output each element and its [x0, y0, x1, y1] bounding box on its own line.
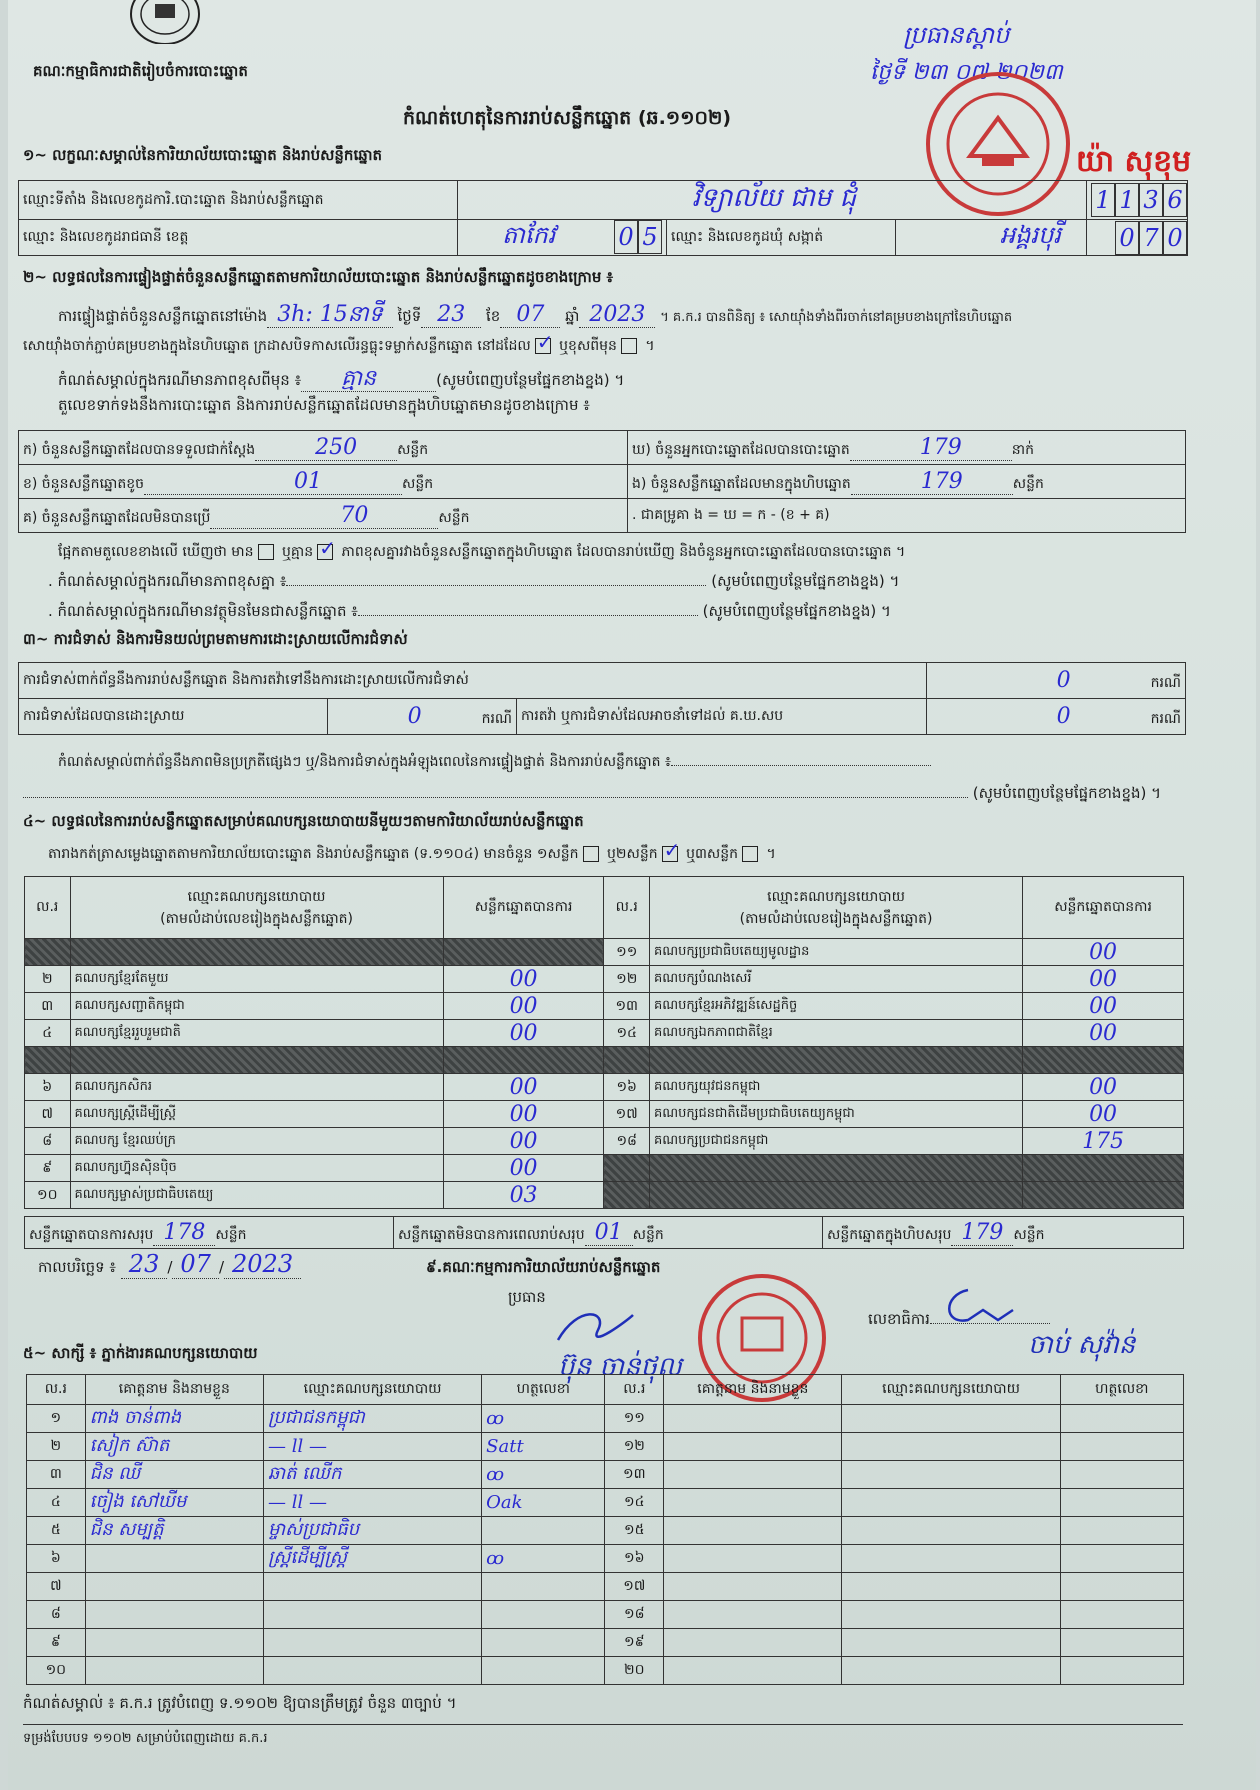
commune-label: ឈ្មោះ និងលេខកូដឃុំ សង្កាត់ [667, 220, 896, 256]
party-number: ២ [25, 966, 71, 993]
ballots-received-value: 250 [255, 435, 397, 461]
irregularities-note-line2: (សូមបំពេញបន្ថែមផ្នែកខាងខ្នង) ។ [23, 784, 1161, 806]
table-row [27, 1545, 1184, 1573]
party-name: គណបក្សខ្មែរតែមួយ [70, 966, 443, 993]
table-row [27, 1601, 1184, 1629]
witness-number: ១៨ [605, 1601, 664, 1629]
party-number: ១៨ [604, 1128, 650, 1155]
table-row [25, 1074, 1184, 1101]
party-votes: 03 [509, 1182, 538, 1208]
chair-label: ប្រធាន [508, 1288, 546, 1306]
section-1-heading: ១~ លក្ខណៈសម្គាល់នៃការិយាល័យបោះឆ្នោត និងរាប់សន្លឹកឆ្នោត [23, 146, 383, 164]
empty-cell [1060, 1629, 1183, 1657]
empty-cell [664, 1545, 842, 1573]
province-label: ឈ្មោះ និងលេខកូដរាជធានី ខេត្ត [19, 220, 458, 256]
empty-cell [664, 1629, 842, 1657]
table-row [27, 1657, 1184, 1685]
shaded-cell [604, 1047, 650, 1074]
resolved-value: 0 [407, 703, 422, 729]
difference-note-value: គ្មាន [301, 366, 436, 392]
station-name-label: ឈ្មោះទីតាំង និងលេខកូដការិ.បោះឆ្នោត និងរាប់សន្លឹកឆ្នោត [19, 181, 458, 220]
witness-number: ៤ [27, 1489, 86, 1517]
shaded-cell [443, 939, 604, 966]
shaded-cell [1023, 1155, 1184, 1182]
party-votes: 00 [509, 1074, 538, 1100]
party-number: ១២ [604, 966, 650, 993]
verification-day: 23 [421, 302, 481, 328]
table-row [27, 1489, 1184, 1517]
witness-sig: ꝏ [486, 1408, 505, 1429]
party-number: ១៦ [604, 1074, 650, 1101]
table-row [25, 966, 1184, 993]
party-name: គណបក្ស ខ្មែរឈប់ក្រ [70, 1128, 443, 1155]
form-reference: ទម្រង់បែបបទ ១១០២ សម្រាប់បំពេញដោយ គ.ក.រ [23, 1731, 268, 1746]
shaded-cell [1023, 1182, 1184, 1209]
party-number: ១៣ [604, 993, 650, 1020]
ballot-figures-intro: តួលេខទាក់ទងនឹងការបោះឆ្នោត និងការរាប់សន្លឹកឆ្នោតដែលមានក្នុងហិបឆ្នោតមានដូចខាងក្រោម ៖ [58, 396, 590, 414]
witness-name: ជិន សម្បត្តិ [89, 1519, 164, 1540]
empty-cell [842, 1601, 1060, 1629]
verification-month: 07 [500, 302, 560, 328]
tally-sheet-line: តារាងកត់ត្រាសម្លេងឆ្នោតតាមការិយាល័យបោះឆ្នោត និងរាប់សន្លឹកឆ្នោត (ទ.១១០៤) មានចំនួន ១សន្លឹក ឬ២សន្លឹក✓ ឬ៣សន្លឹក ។ [48, 844, 776, 865]
empty-cell [664, 1573, 842, 1601]
party-votes: 00 [1089, 993, 1118, 1019]
empty-cell [664, 1601, 842, 1629]
ballots-received-label: ក) ចំនួនសន្លឹកឆ្នោតដែលបានទទួលជាក់ស្តែង [23, 441, 256, 458]
party-name: គណបក្សម្ចាស់ប្រជាធិបតេយ្យ [70, 1182, 443, 1209]
shaded-cell [604, 1182, 650, 1209]
hw-official-name: យ៉ា សុខុម [1076, 144, 1192, 179]
station-code: 1 1 3 6 [1087, 181, 1188, 220]
witness-party: ស្ត្រីដើម្បីស្ត្រី [268, 1547, 347, 1568]
shaded-cell [1023, 1047, 1184, 1074]
counting-committee: ៩.គណៈកម្មការការិយាល័យរាប់សន្លឹកឆ្នោត [426, 1258, 661, 1276]
spoiled-ballots-value: 01 [144, 469, 402, 495]
witness-sig: Oak [486, 1492, 523, 1513]
empty-cell [1060, 1657, 1183, 1685]
table-row [25, 1020, 1184, 1047]
polling-station-id-table: ឈ្មោះទីតាំង និងលេខកូដការិ.បោះឆ្នោត និងរាប់សន្លឹកឆ្នោត វិទ្យាល័យ ជាម ជុំ 1 1 3 6 ឈ្មោះ និងលេខកូដរាជធានី ខេត្ត តាកែវ 0 5 ឈ្មោះ និងលេខកូដឃុំ សង្កាត់ អង្គរបុរី 0 7 0 [18, 180, 1188, 256]
party-name: គណបក្សឯកភាពជាតិខ្មែរ [649, 1020, 1022, 1047]
witness-number: ៥ [27, 1517, 86, 1545]
spoiled-ballots-label: ខ) ចំនួនសន្លឹកឆ្នោតខូច [23, 475, 144, 492]
verification-year: 2023 [579, 302, 655, 328]
section-4-heading: ៤~ លទ្ធផលនៃការរាប់សន្លឹកឆ្នោតសម្រាប់គណបក្សនយោបាយនីមួយៗតាមការិយាល័យរាប់សន្លឹកឆ្នោត [23, 812, 584, 830]
nec-logo [128, 0, 202, 44]
witness-number: ១៤ [605, 1489, 664, 1517]
witness-number: ៨ [27, 1601, 86, 1629]
difference-note-line: កំណត់សម្គាល់ក្នុងករណីមានភាពខុសពីមុន ៖ គ្មាន (សូមបំពេញបន្ថែមផ្នែកខាងខ្នង) ។ [58, 366, 625, 391]
party-name: គណបក្សប្រជាធិបតេយ្យមូលដ្ឋាន [649, 939, 1022, 966]
witness-name: សៀក ស៊ាត [89, 1435, 170, 1456]
total-invalid-value: 01 [585, 1220, 633, 1246]
section-5-heading: ៥~ សាក្សី ៖ ភ្នាក់ងារគណបក្សនយោបាយ [23, 1344, 258, 1362]
complaints-table: ការជំទាស់ពាក់ព័ន្ធនឹងការរាប់សន្លឹកឆ្នោត និងការតវ៉ាទៅនឹងការដោះស្រាយលើការជំទាស់ 0 ករណី ការជំទាស់ដែលបានដោះស្រាយ 0 ករណី ការតវ៉ា ឬការជំទាស់ដែលអាចនាំទៅដល់ គ.ឃ.សប 0 ករណី [18, 662, 1186, 735]
empty-cell [1060, 1405, 1183, 1433]
empty-cell [1060, 1601, 1183, 1629]
witness-number: ១០ [27, 1657, 86, 1685]
table-row [25, 1101, 1184, 1128]
verification-time: 3h: 15នាទី [267, 302, 392, 328]
witness-number: ៧ [27, 1573, 86, 1601]
witness-number: ១៧ [605, 1573, 664, 1601]
total-box-value: 179 [951, 1220, 1013, 1246]
party-name: គណបក្សខ្មែរអភិវឌ្ឍន៍សេដ្ឋកិច្ច [649, 993, 1022, 1020]
party-votes: 00 [1089, 1074, 1118, 1100]
secretary-signature [938, 1280, 1018, 1334]
empty-cell [664, 1657, 842, 1685]
secretary-name: ចាប់ សុវ៉ាន់ [1028, 1330, 1136, 1360]
verification-line: ការផ្ទៀងផ្ទាត់ចំនួនសន្លឹកឆ្នោតនៅម៉ោង 3h: 15នាទី ថ្ងៃទី 23 ខែ 07 ឆ្នាំ 2023 ។ គ.ក.រ បានពិនិត្យ ៖ សោយ៉ាំងទាំងពីរចាក់នៅគម្របខាងក្រៅនៃហិបឆ្នោត [58, 302, 1013, 327]
totals-row: សន្លឹកឆ្នោតបានការសរុប 178 សន្លឹក សន្លឹកឆ្នោតមិនបានការពេលរាប់សរុប 01 សន្លឹក សន្លឹកឆ្នោតក្នុងហិបសរុប 179 សន្លឹក [24, 1216, 1184, 1249]
witness-party: — ll — [268, 1492, 327, 1513]
empty-cell [842, 1489, 1060, 1517]
foreign-object-note: . កំណត់សម្គាល់ក្នុងករណីមានវត្ថុមិនមែនជាសន្លឹកឆ្នោត ៖ (សូមបំពេញបន្ថែមផ្នែកខាងខ្នង) ។ [48, 602, 891, 620]
party-number: ៧ [25, 1101, 71, 1128]
col-votes: សន្លឹកឆ្នោតបានការ [443, 877, 604, 939]
empty-cell [664, 1517, 842, 1545]
two-sheets-checkbox[interactable] [662, 846, 678, 862]
witness-number: ១១ [605, 1405, 664, 1433]
shaded-cell [649, 1155, 1022, 1182]
witness-number: ៦ [27, 1545, 86, 1573]
shaded-cell [70, 1047, 443, 1074]
empty-cell [1060, 1461, 1183, 1489]
table-row [27, 1405, 1184, 1433]
date-line: កាលបរិច្ឆេទ ៖ 23 / 07 / 2023 [38, 1250, 301, 1280]
party-name: គណបក្សបំណងសេរី [649, 966, 1022, 993]
table-row [27, 1433, 1184, 1461]
witness-number: ២ [27, 1433, 86, 1461]
party-votes: 00 [509, 1155, 538, 1181]
party-number: ១០ [25, 1182, 71, 1209]
party-votes: 00 [509, 1101, 538, 1127]
shaded-cell [25, 939, 71, 966]
seal-check-line: សោយ៉ាំងចាក់ភ្ជាប់គម្របខាងក្នុងនៃហិបឆ្នោត ក្រដាសបិទកាសលើរន្ធធ្លុះទម្លាក់សន្លឹកឆ្នោត នៅដដែល✓ ឬខុសពីមុន ។ [23, 336, 655, 357]
unused-ballots-value: 70 [210, 503, 438, 529]
province-value: តាកែវ [502, 221, 556, 249]
hw-approval-date: ថ្ងៃទី ២៣ ០៧ ២០២៣ [870, 60, 1063, 85]
document-page [8, 0, 1256, 1790]
discrepancy-note: . កំណត់សម្គាល់ក្នុងករណីមានភាពខុសគ្នា ៖ (សូមបំពេញបន្ថែមផ្នែកខាងខ្នង) ។ [48, 572, 900, 590]
empty-cell [664, 1433, 842, 1461]
empty-cell [1060, 1573, 1183, 1601]
complaints-label: ការជំទាស់ពាក់ព័ន្ធនឹងការរាប់សន្លឹកឆ្នោត និងការតវ៉ាទៅនឹងការដោះស្រាយលើការជំទាស់ [19, 663, 927, 699]
witness-sig: Satt [486, 1436, 524, 1457]
empty-cell [664, 1489, 842, 1517]
witness-name: ជិន ឈី [89, 1463, 141, 1484]
shaded-cell [443, 1047, 604, 1074]
witness-sig: ꝏ [486, 1548, 505, 1569]
chair-name: ប៊ុន ចាន់ថុល [558, 1352, 682, 1382]
discrepancy-no-checkbox[interactable] [317, 544, 333, 560]
witness-number: ១៩ [605, 1629, 664, 1657]
empty-cell [842, 1545, 1060, 1573]
party-votes: 00 [1089, 1020, 1118, 1046]
witness-name: ចៀង សៅឃីម [89, 1491, 187, 1512]
table-row [27, 1461, 1184, 1489]
table-row [25, 993, 1184, 1020]
witness-number: ៩ [27, 1629, 86, 1657]
party-votes: 00 [1089, 1101, 1118, 1127]
three-sheets-checkbox[interactable] [742, 846, 758, 862]
formula: . ជាគម្រូគា ង = ឃ = ក - (ខ + គ) [628, 499, 1186, 533]
witness-party: ម្ចាស់ប្រជាធិប [268, 1519, 360, 1540]
shaded-cell [604, 1155, 650, 1182]
table-row [25, 1182, 1184, 1209]
party-number: ១១ [604, 939, 650, 966]
empty-cell [842, 1657, 1060, 1685]
table-row [25, 939, 1184, 966]
total-valid-value: 178 [153, 1220, 215, 1246]
party-name: គណបក្សប្រជាជនកម្ពុជា [649, 1128, 1022, 1155]
ballots-in-box-value: 179 [851, 469, 1013, 495]
table-row [25, 1047, 1184, 1074]
appeals-value: 0 [1056, 703, 1071, 729]
empty-cell [664, 1461, 842, 1489]
party-number: ៩ [25, 1155, 71, 1182]
party-votes: 175 [1082, 1128, 1125, 1154]
witness-number: ២០ [605, 1657, 664, 1685]
empty-cell [842, 1461, 1060, 1489]
witness-number: ១៦ [605, 1545, 664, 1573]
table-row [25, 1128, 1184, 1155]
unused-ballots-label: គ) ចំនួនសន្លឹកឆ្នោតដែលមិនបានប្រើ [23, 509, 211, 526]
table-row [27, 1517, 1184, 1545]
appeals-label: ការតវ៉ា ឬការជំទាស់ដែលអាចនាំទៅដល់ គ.ឃ.សប [517, 699, 927, 735]
ballots-in-box-label: ង) ចំនួនសន្លឹកឆ្នោតដែលមានក្នុងហិបឆ្នោត [632, 475, 851, 492]
resolved-label: ការជំទាស់ដែលបានដោះស្រាយ [19, 699, 328, 735]
witness-party: ប្រជាជនកម្ពុជា [268, 1407, 365, 1428]
changed-checkbox[interactable] [621, 338, 637, 354]
witness-number: ៣ [27, 1461, 86, 1489]
empty-cell [1060, 1545, 1183, 1573]
party-votes: 00 [509, 1020, 538, 1046]
witness-number: ១៥ [605, 1517, 664, 1545]
empty-cell [664, 1405, 842, 1433]
party-number: ១៤ [604, 1020, 650, 1047]
ballot-figures-table: ក) ចំនួនសន្លឹកឆ្នោតដែលបានទទួលជាក់ស្តែង 250 សន្លឹក ឃ) ចំនួនអ្នកបោះឆ្នោតដែលបានបោះឆ្នោត 179 នាក់ ខ) ចំនួនសន្លឹកឆ្នោតខូច 01 សន្លឹក ង) ចំនួនសន្លឹកឆ្នោតដែលមានក្នុងហិបឆ្នោត 179 សន្លឹក គ) ចំនួនសន្លឹកឆ្នោតដែលមិនបានប្រើ 70 សន្លឹក . ជាគម្រូគា ង = ឃ = ក - (ខ + គ) [18, 430, 1186, 533]
witness-number: ១២ [605, 1433, 664, 1461]
party-votes: 00 [1089, 939, 1118, 965]
party-name: គណបក្សជនជាតិដើមប្រជាធិបតេយ្យកម្ពុជា [649, 1101, 1022, 1128]
section-2-heading: ២~ លទ្ធផលនៃការផ្ទៀងផ្ទាត់ចំនួនសន្លឹកឆ្នោតតាមការិយាល័យបោះឆ្នោត និងរាប់សន្លឹកឆ្នោតដូចខាងក្រោម ៖ [23, 268, 614, 286]
complaints-value: 0 [1056, 667, 1071, 693]
witness-party: ឆាត់ ឈើក [268, 1463, 342, 1484]
party-votes: 00 [509, 966, 538, 992]
party-name: គណបក្សខ្មែររួបរួមជាតិ [70, 1020, 443, 1047]
discrepancy-line: ផ្អែកតាមតួលេខខាងលើ ឃើញថា មាន ឬគ្មាន✓ ភាពខុសគ្នារវាងចំនួនសន្លឹកឆ្នោតក្នុងហិបឆ្នោត ដែលបានរាប់ឃើញ និងចំនួនអ្នកបោះឆ្នោតដែលបានបោះឆ្នោត ។ [58, 542, 905, 563]
irregularities-note: កំណត់សម្គាល់ពាក់ព័ន្ធនឹងភាពមិនប្រក្រតីផ្សេងៗ ឬ/និងការជំទាស់ក្នុងអំឡុងពេលនៃការផ្ទៀងផ្ទាត់ និងការរាប់សន្លឹកឆ្នោត ៖ [58, 752, 931, 773]
witness-name: ពាង ចាន់ពាង [89, 1407, 182, 1428]
empty-cell [842, 1629, 1060, 1657]
unchanged-checkbox[interactable] [535, 338, 551, 354]
discrepancy-yes-checkbox[interactable] [258, 544, 274, 560]
party-votes: 00 [509, 993, 538, 1019]
col-no: ល.រ [25, 877, 71, 939]
secretary-label: លេខាធិការ [868, 1310, 1050, 1332]
witness-table: ល.រ គោត្តនាម និងនាមខ្លួន ឈ្មោះគណបក្សនយោបាយ ហត្ថលេខា ល.រ គោត្តនាម និងនាមខ្លួន ឈ្មោះគណបក្សនយោបាយ ហត្ថលេខា ១ ពាង ចាន់ពាង ប្រជាជនកម្ពុជា ꝏ ១១ ២ សៀក ស៊ាត — ll — Satt ១២ ៣ ជិន ឈី ឆាត់ ឈើក ꝏ ១៣ ៤ ចៀង សៅឃីម — ll — Oak ១៤ ៥ ជិន សម្បត្តិ ម្ចាស់ប្រជាធិប ១៥ ៦ ស្ត្រីដើម្បីស្ត្រី ꝏ ១៦ ៧ ១៧ ៨ ១៨ ៩ ១៩ ១០ ២០ [26, 1374, 1184, 1685]
party-number: ៦ [25, 1074, 71, 1101]
witness-sig: ꝏ [486, 1464, 505, 1485]
party-votes: 00 [1089, 966, 1118, 992]
party-number: ៣ [25, 993, 71, 1020]
voters-label: ឃ) ចំនួនអ្នកបោះឆ្នោតដែលបានបោះឆ្នោត [632, 441, 850, 458]
party-name: គណបក្សស្ត្រីដើម្បីស្ត្រី [70, 1101, 443, 1128]
witness-number: ១៣ [605, 1461, 664, 1489]
party-results-table: ល.រ ឈ្មោះគណបក្សនយោបាយ (តាមលំដាប់លេខរៀងក្នុងសន្លឹកឆ្នោត) សន្លឹកឆ្នោតបានការ ល.រ ឈ្មោះគណបក្សនយោបាយ (តាមលំដាប់លេខរៀងក្នុងសន្លឹកឆ្នោត) សន្លឹកឆ្នោតបានការ ១១ គណបក្សប្រជាធិបតេយ្យមូលដ្ឋាន 00 ២ គណបក្សខ្មែរតែមួយ 00 ១២ គណបក្សបំណងសេរី 00 ៣ គណបក្សសញ្ជាតិកម្ពុជា 00 ១៣ គណបក្សខ្មែរអភិវឌ្ឍន៍សេដ្ឋកិច្ច 00 ៤ គណបក្សខ្មែររួបរួមជាតិ 00 ១៤ គណបក្សឯកភាពជាតិខ្មែរ 00 ៦ គណបក្សកសិករ 00 ១៦ គណបក្សយុវជនកម្ពុជា 00 ៧ គណបក្សស្ត្រីដើម្បីស្ត្រី 00 ១៧ គណបក្សជនជាតិដើមប្រជាធិបតេយ្យកម្ពុជា 00 ៨ គណបក្ស ខ្មែរឈប់ក្រ 00 ១៨ គណបក្សប្រជាជនកម្ពុជា 175 ៩ គណបក្សហ្វ៊ុនស៊ិនប៉ិច 00 ១០ គណបក្សម្ចាស់ប្រជាធិបតេយ្យ 03 [24, 876, 1184, 1209]
date-year: 2023 [224, 1250, 301, 1279]
shaded-cell [25, 1047, 71, 1074]
empty-cell [842, 1405, 1060, 1433]
party-votes: 00 [509, 1128, 538, 1154]
shaded-cell [70, 939, 443, 966]
empty-cell [842, 1433, 1060, 1461]
party-number: ១៧ [604, 1101, 650, 1128]
col-party: ឈ្មោះគណបក្សនយោបាយ (តាមលំដាប់លេខរៀងក្នុងសន្លឹកឆ្នោត) [70, 877, 443, 939]
section-3-heading: ៣~ ការជំទាស់ និងការមិនយល់ព្រមតាមការដោះស្រាយលើការជំទាស់ [23, 630, 408, 648]
voters-value: 179 [850, 435, 1012, 461]
witness-party: — ll — [268, 1436, 327, 1457]
party-number: ៨ [25, 1128, 71, 1155]
party-name: គណបក្សហ្វ៊ុនស៊ិនប៉ិច [70, 1155, 443, 1182]
date-day: 23 [121, 1250, 168, 1279]
one-sheet-checkbox[interactable] [583, 846, 599, 862]
empty-cell [1060, 1489, 1183, 1517]
party-name: គណបក្សកសិករ [70, 1074, 443, 1101]
table-row [27, 1629, 1184, 1657]
party-name: គណបក្សសញ្ជាតិកម្ពុជា [70, 993, 443, 1020]
chair-signature [548, 1300, 638, 1357]
form-title: កំណត់ហេតុនៃការរាប់សន្លឹកឆ្នោត (ឆ.១១០២) [403, 107, 732, 129]
footer-note: កំណត់សម្គាល់ ៖ គ.ក.រ ត្រូវបំពេញ ទ.១១០២ ឱ្យបានត្រឹមត្រូវ ចំនួន ៣ច្បាប់ ។ [23, 1694, 457, 1712]
table-row [25, 1155, 1184, 1182]
empty-cell [1060, 1433, 1183, 1461]
witness-number: ១ [27, 1405, 86, 1433]
party-name: គណបក្សយុវជនកម្ពុជា [649, 1074, 1022, 1101]
committee-name: គណៈកម្មាធិការជាតិរៀបចំការបោះឆ្នោត [33, 62, 248, 80]
commune-value: អង្គរបុរី [1000, 221, 1061, 249]
shaded-cell [649, 1047, 1022, 1074]
party-number: ៤ [25, 1020, 71, 1047]
commune-code: 0 7 0 [1087, 220, 1188, 256]
date-month: 07 [172, 1250, 219, 1279]
empty-cell [842, 1517, 1060, 1545]
empty-cell [1060, 1517, 1183, 1545]
station-name-value: វិទ្យាល័យ ជាម ជុំ [692, 183, 857, 213]
shaded-cell [649, 1182, 1022, 1209]
hw-approval-note: ប្រធានស្តាប់ [903, 21, 1010, 49]
empty-cell [842, 1573, 1060, 1601]
table-row [27, 1573, 1184, 1601]
